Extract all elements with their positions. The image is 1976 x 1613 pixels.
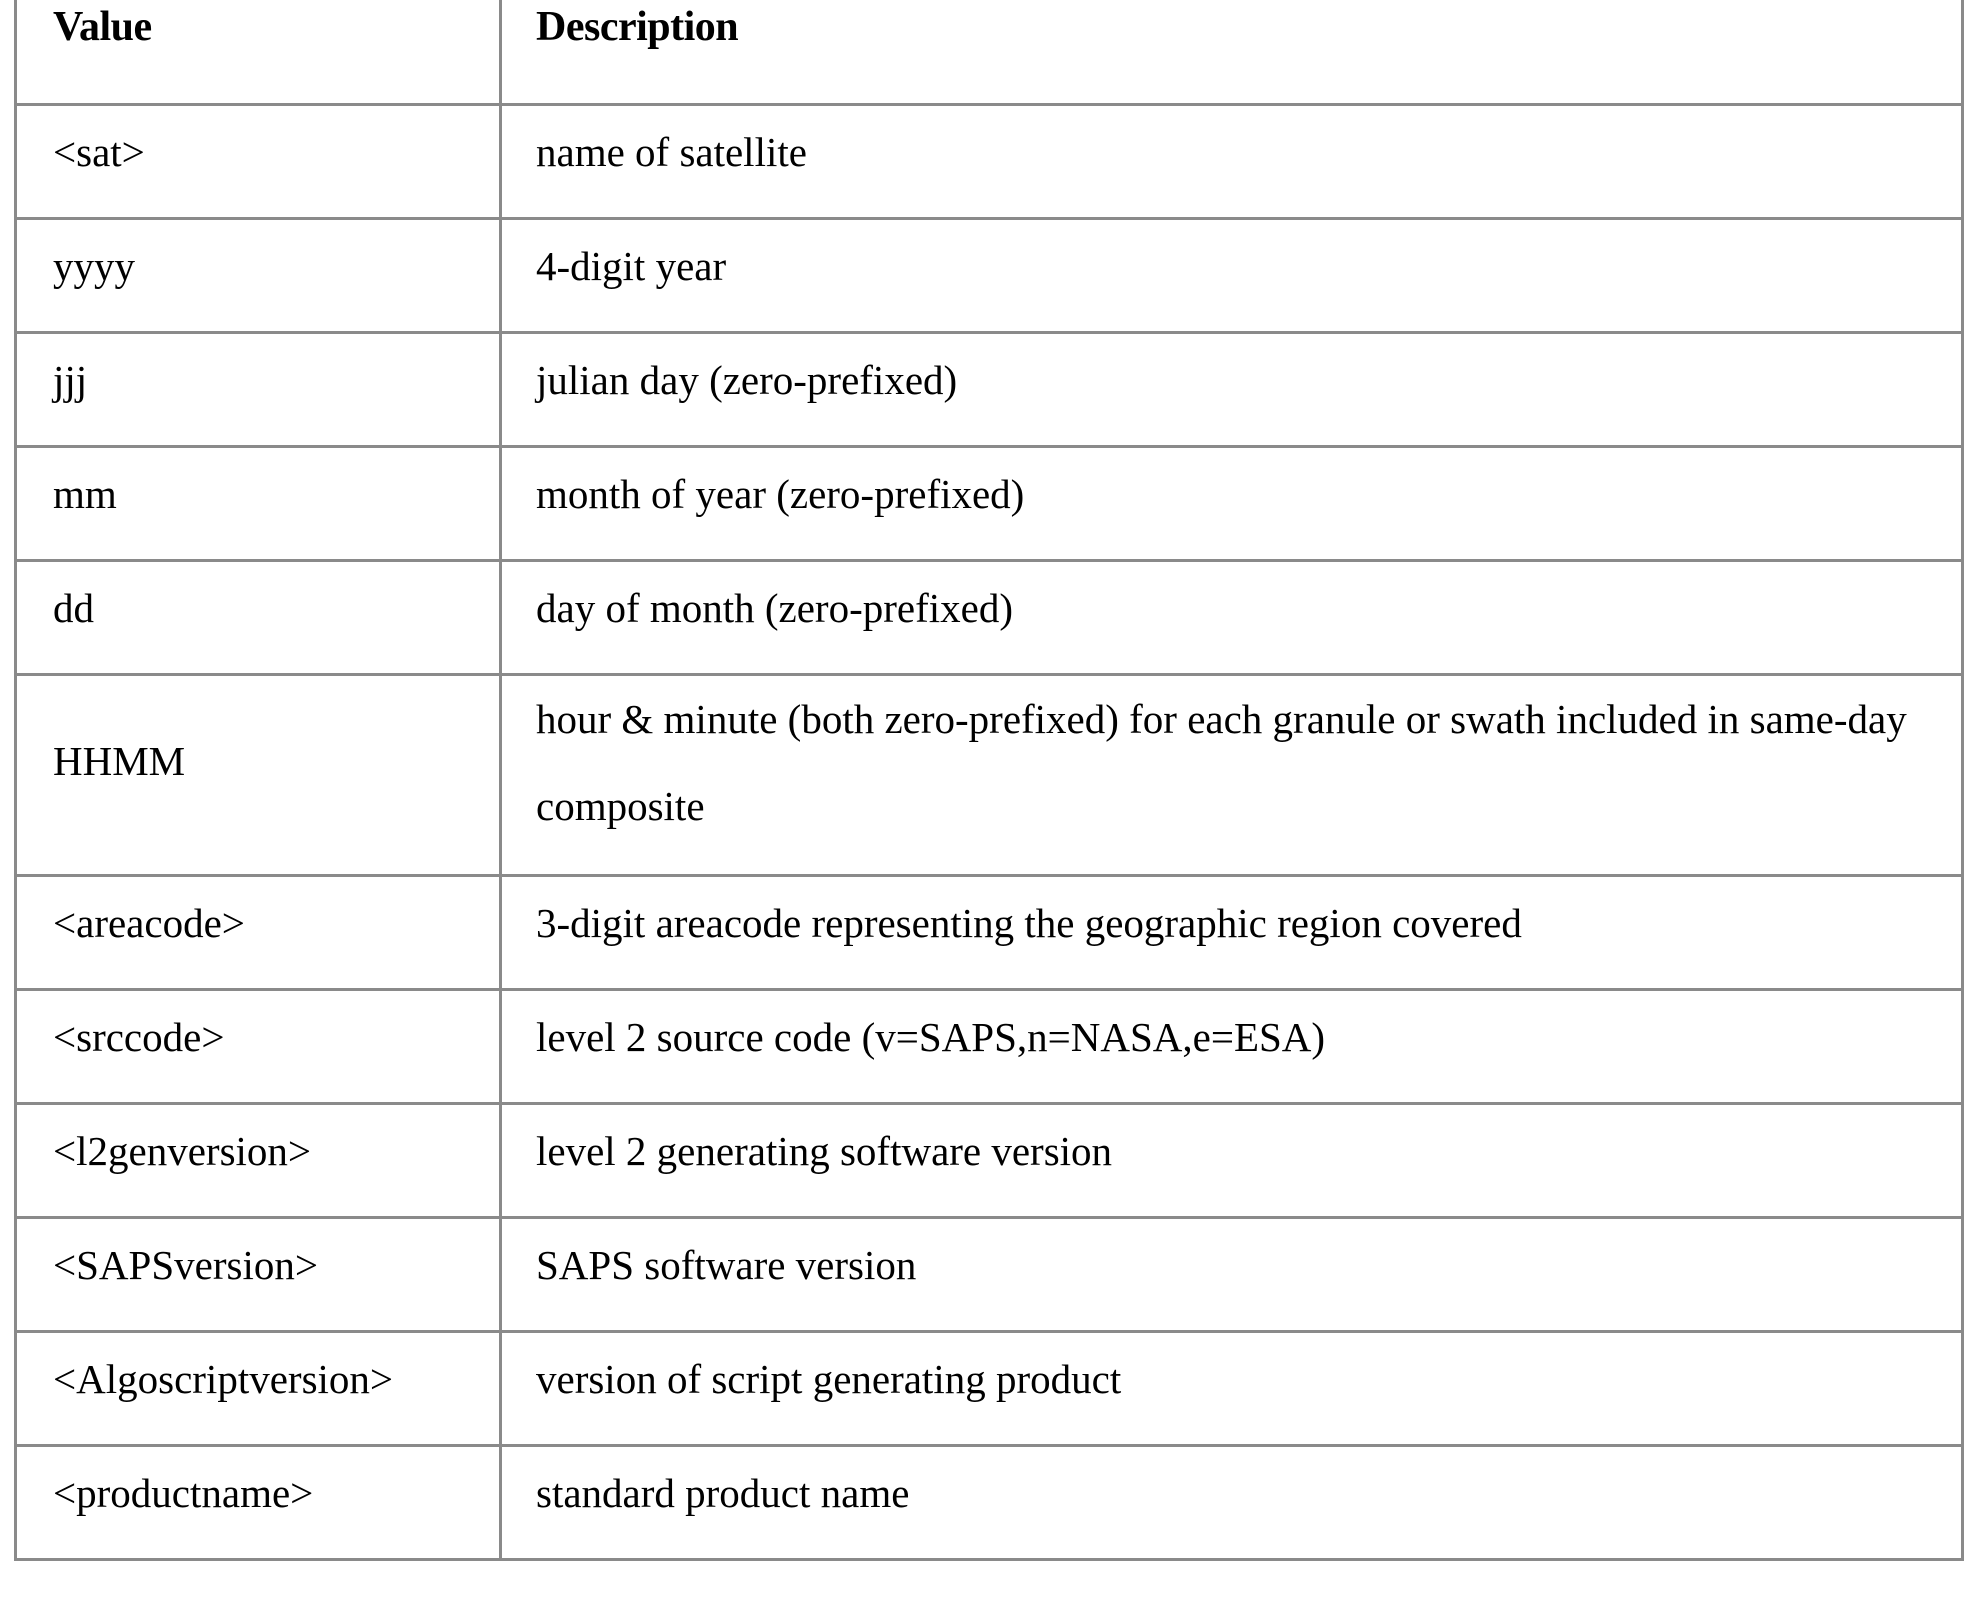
cell-description (501, 1446, 1963, 1560)
header-description: Description (501, 0, 1963, 105)
cell-value (16, 990, 501, 1104)
description-text: 4-digit year (536, 243, 727, 289)
cell-description (501, 990, 1963, 1104)
value-text: HHMM (53, 738, 186, 784)
cell-description (501, 1104, 1963, 1218)
value-text: <Algoscriptversion> (53, 1356, 394, 1402)
cell-description (501, 561, 1963, 675)
table-row (16, 333, 1963, 447)
cell-description (501, 876, 1963, 990)
cell-description (501, 1218, 1963, 1332)
description-text: level 2 generating software version (536, 1128, 1113, 1174)
value-text: <SAPSversion> (53, 1242, 318, 1288)
table-row (16, 675, 1963, 876)
value-text: dd (53, 585, 94, 631)
table-row (16, 876, 1963, 990)
value-text: <srccode> (53, 1014, 225, 1060)
table-row (16, 447, 1963, 561)
cell-value (16, 675, 501, 876)
cell-value (16, 1218, 501, 1332)
value-text: <sat> (53, 129, 145, 175)
description-text: month of year (zero-prefixed) (536, 471, 1025, 517)
value-text: <areacode> (53, 900, 245, 946)
table-row (16, 1332, 1963, 1446)
table-row (16, 105, 1963, 219)
cell-description (501, 219, 1963, 333)
value-text: jjj (53, 357, 88, 403)
table-row (16, 1104, 1963, 1218)
cell-description (501, 447, 1963, 561)
cell-value (16, 219, 501, 333)
table-row (16, 990, 1963, 1104)
table-row (16, 561, 1963, 675)
description-text: julian day (zero-prefixed) (536, 357, 958, 403)
description-text: standard product name (536, 1470, 910, 1516)
cell-value (16, 447, 501, 561)
description-text: version of script generating product (536, 1356, 1122, 1402)
cell-description (501, 333, 1963, 447)
cell-value (16, 333, 501, 447)
cell-description (501, 675, 1963, 876)
description-text: 3-digit areacode representing the geographic region covered (536, 900, 1522, 946)
description-text: SAPS software version (536, 1242, 917, 1288)
value-text: mm (53, 471, 117, 517)
table-row (16, 1218, 1963, 1332)
cell-value (16, 1446, 501, 1560)
cell-description (501, 1332, 1963, 1446)
table-row (16, 1446, 1963, 1560)
header-value: Value (16, 0, 501, 105)
description-text: day of month (zero-prefixed) (536, 585, 1013, 631)
description-text: level 2 source code (v=SAPS,n=NASA,e=ESA) (536, 1014, 1326, 1060)
description-text: hour & minute (both zero-prefixed) for each granule or swath included in same-day composite (536, 696, 1907, 829)
cell-value (16, 1332, 501, 1446)
cell-value (16, 561, 501, 675)
table-header-row (16, 0, 1963, 105)
value-text: yyyy (53, 243, 135, 289)
cell-value (16, 1104, 501, 1218)
table-row (16, 219, 1963, 333)
cell-value (16, 876, 501, 990)
filename-fields-table (14, 0, 1964, 1561)
cell-description (501, 105, 1963, 219)
value-text: <l2genversion> (53, 1128, 312, 1174)
cell-value (16, 105, 501, 219)
description-text: name of satellite (536, 129, 807, 175)
value-text: <productname> (53, 1470, 314, 1516)
